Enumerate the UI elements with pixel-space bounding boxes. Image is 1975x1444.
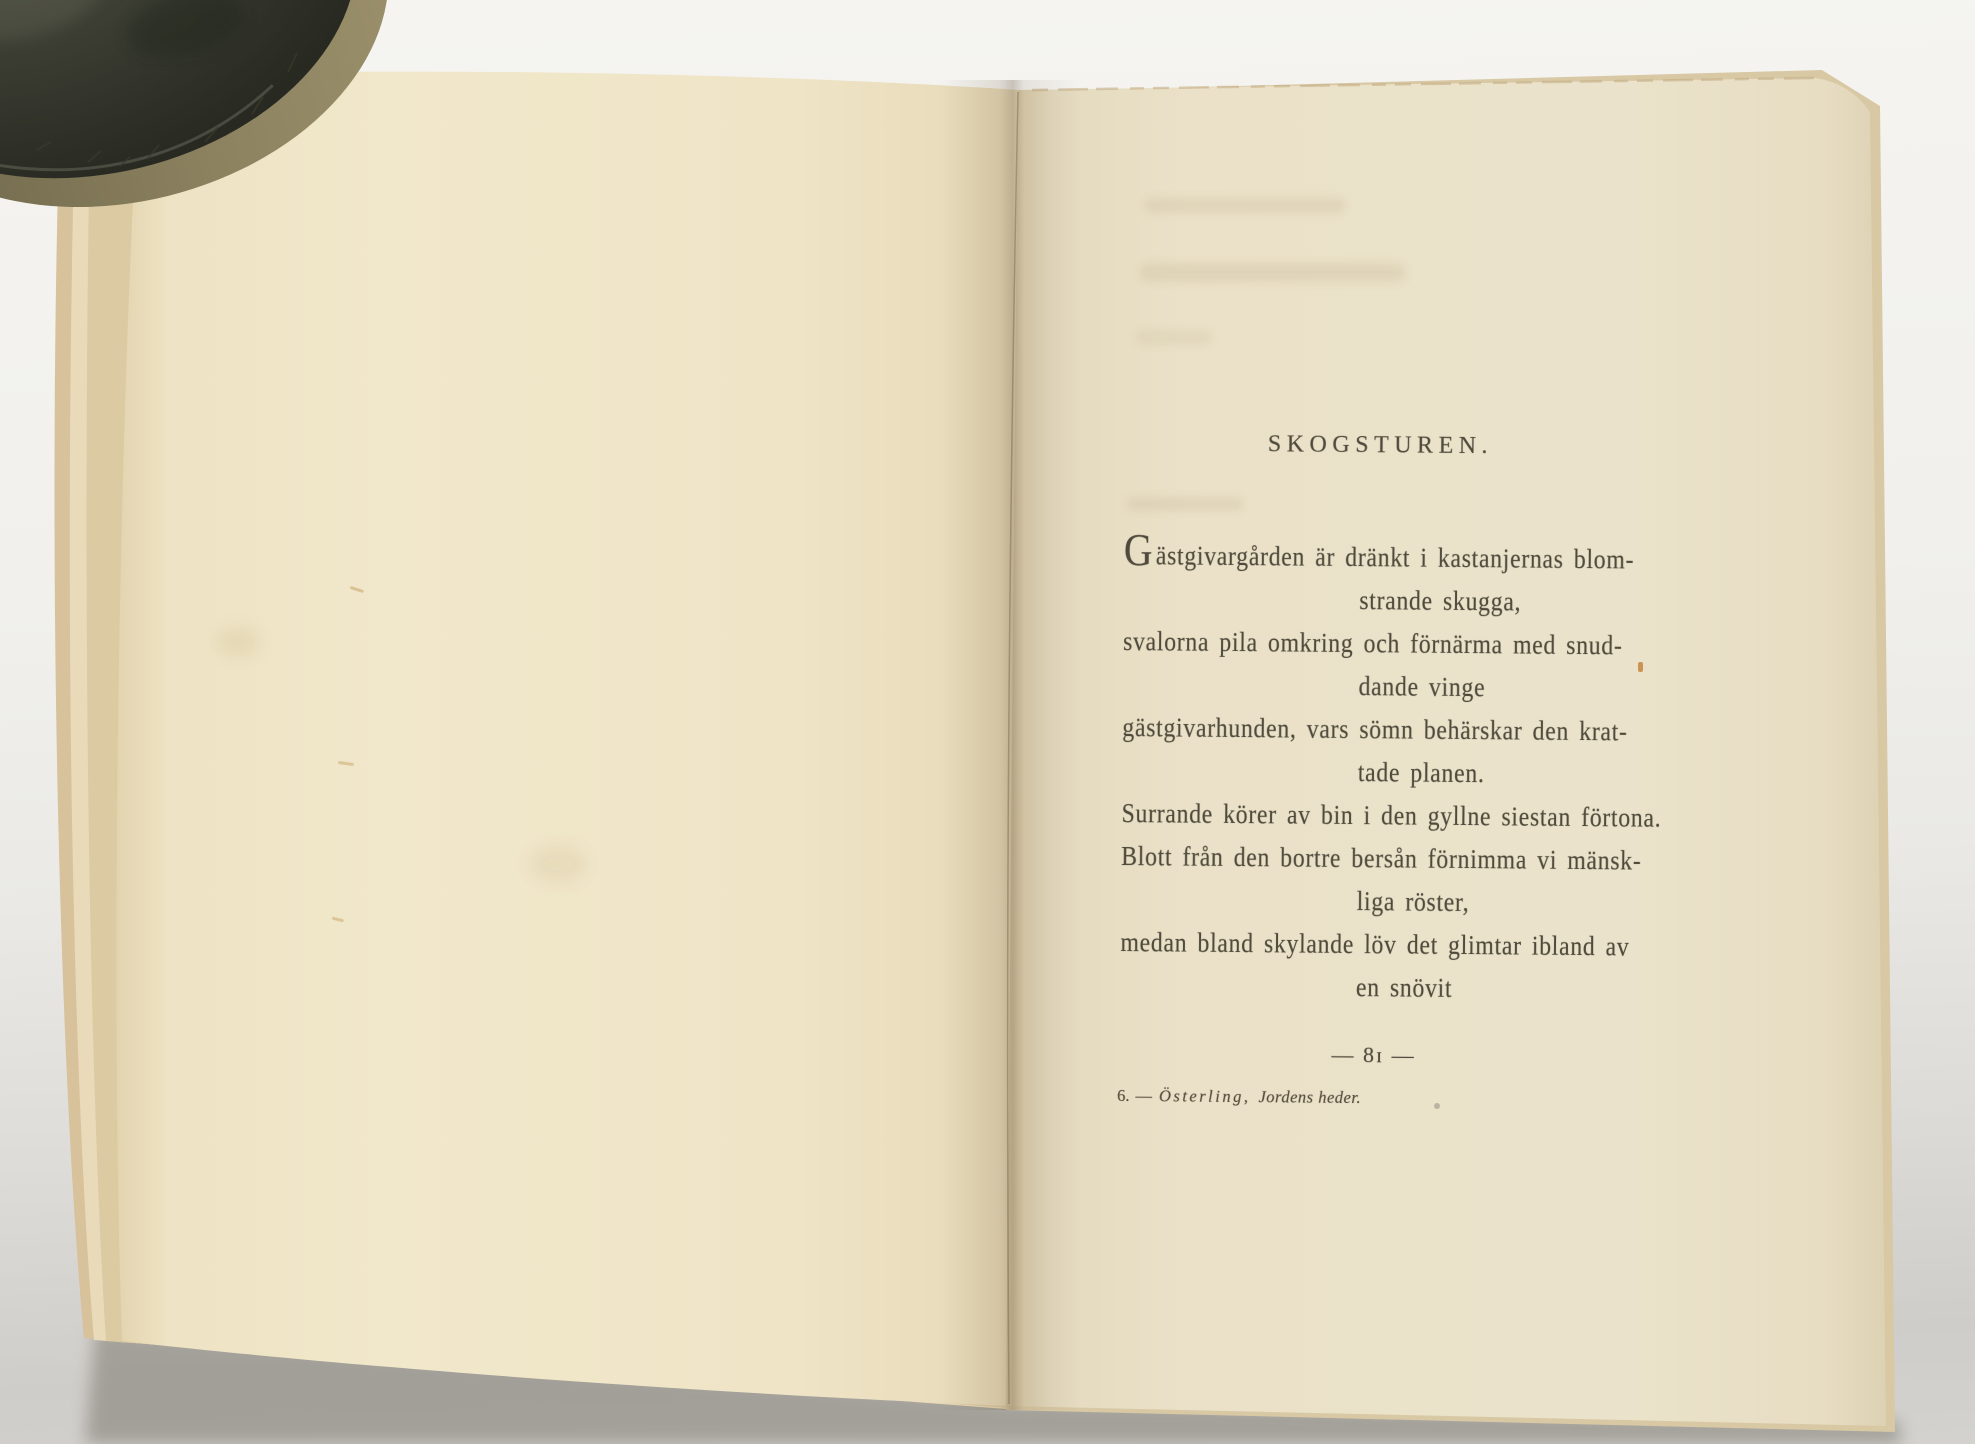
footnote-author: Österling, (1158, 1086, 1251, 1107)
poem-line: en snövit (1355, 972, 1453, 1003)
poem-line: tade planen. (1357, 757, 1485, 789)
poem (1120, 525, 1811, 1013)
footnote-dash: — (1135, 1086, 1153, 1106)
poem-line: Gästgivargården är dränkt i kastanjernas blom- (1123, 525, 1635, 576)
poem-line: gästgivarhunden, vars sömn behärskar den krat- (1122, 711, 1628, 747)
poem-line: medan bland skylande löv det glimtar ibland av (1120, 926, 1630, 962)
poem-line: svalorna pila omkring och förnärma med snud- (1122, 625, 1623, 661)
poem-line: dande vinge (1358, 671, 1486, 703)
page-number: — 8ɪ — (1331, 1041, 1416, 1068)
footnote-number: 6. (1117, 1085, 1130, 1106)
poem-line: Blott från den bortre bersån förnimma vi mänsk- (1121, 840, 1642, 876)
poem-line: Surrande körer av bin i den gyllne siestan förtona. (1121, 797, 1662, 833)
poem-line: strande skugga, (1359, 585, 1522, 617)
poem-line: liga röster, (1356, 886, 1470, 918)
footnote-work: Jordens heder. (1258, 1087, 1362, 1108)
footnote (1117, 1086, 1361, 1108)
poem-title: SKOGSTUREN. (1267, 431, 1494, 460)
